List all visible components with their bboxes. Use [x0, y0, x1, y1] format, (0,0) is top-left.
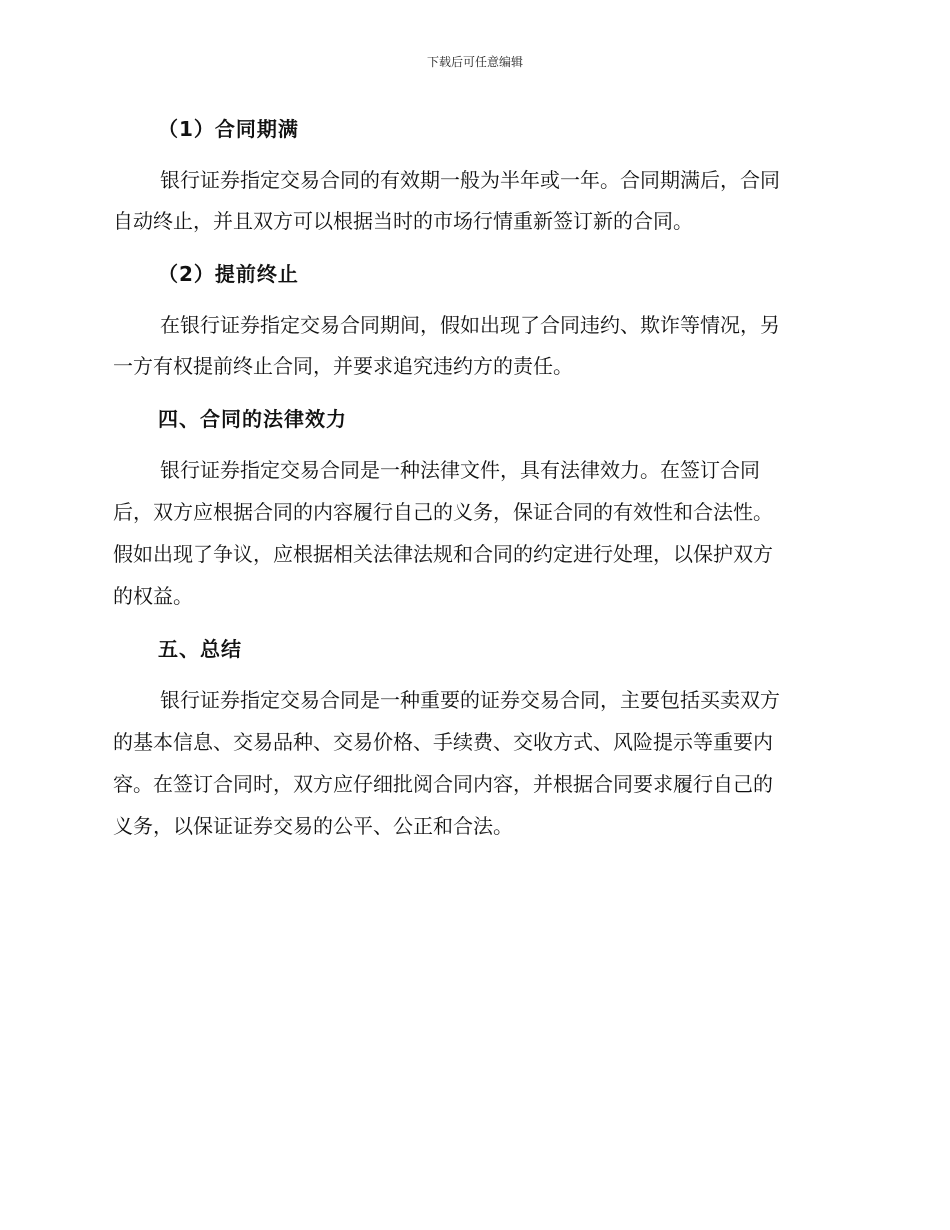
heading-contract-expiry: （1）合同期满 — [158, 117, 299, 141]
heading-summary: 五、总结 — [158, 637, 242, 661]
paragraph-line: 义务，以保证证券交易的公平、公正和合法。 — [113, 814, 513, 838]
paragraph-line: 的基本信息、交易品种、交易价格、手续费、交收方式、风险提示等重要内 — [113, 730, 773, 754]
paragraph-line: 银行证券指定交易合同的有效期一般为半年或一年。合同期满后，合同 — [160, 168, 780, 192]
paragraph-line: 在银行证券指定交易合同期间，假如出现了合同违约、欺诈等情况，另 — [160, 313, 780, 337]
paragraph-line: 容。在签订合同时，双方应仔细批阅合同内容，并根据合同要求履行自己的 — [113, 772, 773, 796]
heading-early-termination: （2）提前终止 — [158, 262, 299, 286]
paragraph-line: 一方有权提前终止合同，并要求追究违约方的责任。 — [113, 354, 573, 378]
paragraph-line: 自动终止，并且双方可以根据当时的市场行情重新签订新的合同。 — [113, 209, 693, 233]
heading-legal-effect: 四、合同的法律效力 — [158, 407, 347, 431]
paragraph-line: 后，双方应根据合同的内容履行自己的义务，保证合同的有效性和合法性。 — [113, 500, 773, 524]
paragraph-line: 银行证券指定交易合同是一种重要的证券交易合同，主要包括买卖双方 — [160, 688, 780, 712]
paragraph-line: 假如出现了争议，应根据相关法律法规和合同的约定进行处理，以保护双方 — [113, 542, 773, 566]
page-header: 下载后可任意编辑 — [426, 55, 523, 69]
paragraph-line: 的权益。 — [113, 584, 193, 608]
paragraph-line: 银行证券指定交易合同是一种法律文件，具有法律效力。在签订合同 — [160, 458, 760, 482]
